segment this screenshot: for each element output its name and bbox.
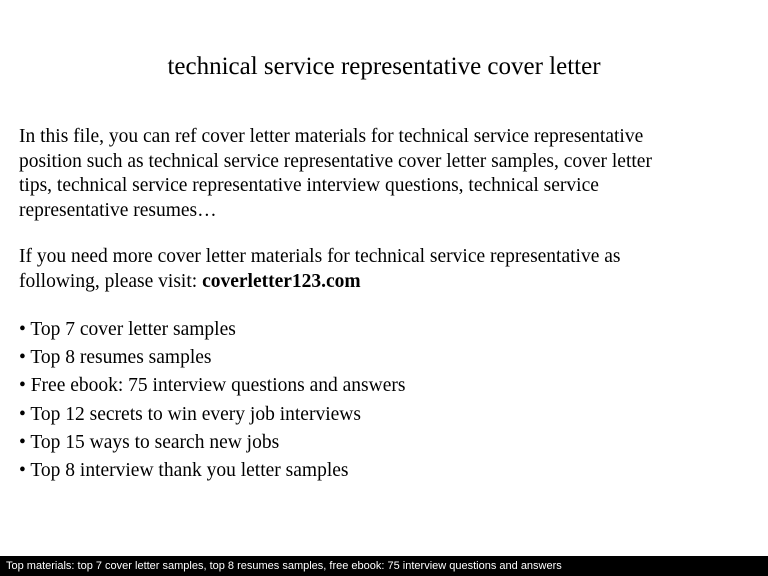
materials-list [19,316,405,485]
intro-line: position such as technical service representative cover letter samples, cover letter [19,150,652,172]
visit-line-1: If you need more cover letter materials for technical service representative as [19,246,621,267]
page-title: technical service representative cover letter [167,53,601,80]
list-item: • Top 7 cover letter samples [19,319,236,340]
visit-paragraph [19,245,759,294]
footer-text: Top materials: top 7 cover letter samples, top 8 resumes samples, free ebook: 75 interview questions and answers [6,560,562,572]
list-item: • Top 8 resumes samples [19,347,212,369]
footer-bar [0,556,768,576]
list-item: • Top 8 interview thank you letter samples [19,460,349,482]
intro-paragraph [19,125,759,223]
visit-prefix: following, please visit: [19,270,203,292]
list-item: • Free ebook: 75 interview questions and answers [19,375,406,397]
list-item: • Top 15 ways to search new jobs [19,431,280,453]
intro-line: representative resumes… [19,199,217,221]
website-link[interactable]: coverletter123.com [202,270,361,292]
visit-line-2 [19,270,759,295]
intro-line: In this file, you can ref cover letter materials for technical service representative [19,126,644,147]
list-item: • Top 12 secrets to win every job interviews [19,403,361,425]
intro-line: tips, technical service representative interview questions, technical service [19,175,599,196]
